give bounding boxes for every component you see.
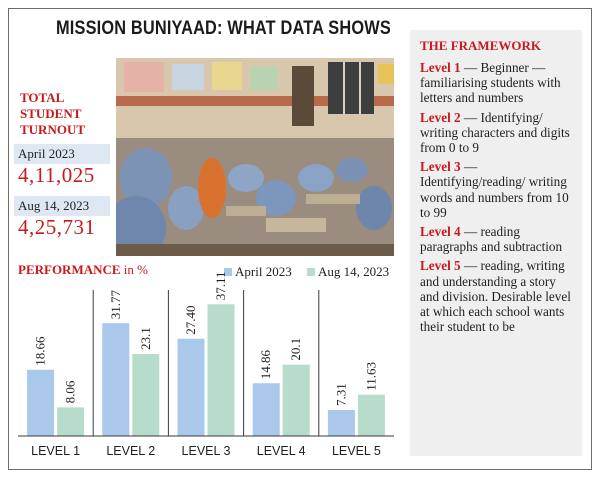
bar-april-level-1 xyxy=(27,370,54,436)
framework-level-text: — reading paragraphs and subtraction xyxy=(420,224,563,255)
aug-turnout-label: Aug 14, 2023 xyxy=(14,196,110,216)
bar-aug-level-2 xyxy=(132,354,159,436)
legend-aug-label: Aug 14, 2023 xyxy=(318,264,390,279)
turnout-title-line1: TOTAL xyxy=(20,90,65,105)
data-label-aug-level-3: 37.11 xyxy=(213,271,228,301)
data-label-aug-level-5: 11.63 xyxy=(363,361,379,391)
april-turnout-value: 4,11,025 xyxy=(18,163,95,187)
category-label-level-5: LEVEL 5 xyxy=(331,444,381,458)
chart-title-text: PERFORMANCE xyxy=(18,262,121,277)
april-turnout-label: April 2023 xyxy=(14,144,110,164)
chart-unit: in % xyxy=(120,262,148,277)
headline: MISSION BUNIYAAD: WHAT DATA SHOWS xyxy=(56,18,391,39)
framework-level-label: Level 1 xyxy=(420,60,461,75)
framework-level-label: Level 2 xyxy=(420,109,461,125)
data-label-april-level-3: 27.40 xyxy=(183,305,198,335)
framework-level-text: — Identifying/ writing characters and digits from 0 to 9 xyxy=(420,109,570,156)
data-label-april-level-2: 31.77 xyxy=(107,289,123,320)
turnout-title-line3: TURNOUT xyxy=(20,122,86,137)
data-label-april-level-1: 18.66 xyxy=(32,336,48,366)
framework-level-label: Level 3 xyxy=(420,159,461,175)
bar-aug-level-5 xyxy=(358,395,385,436)
bar-aug-level-1 xyxy=(57,407,84,436)
bar-april-level-3 xyxy=(178,339,205,436)
framework-level-text: — Beginner — familiarising students with letters and numbers xyxy=(420,60,561,106)
framework-level-label: Level 4 xyxy=(420,224,461,240)
bar-aug-level-3 xyxy=(208,304,235,436)
framework-title: THE FRAMEWORK xyxy=(420,38,541,53)
bar-april-level-2 xyxy=(102,323,129,436)
bar-april-level-5 xyxy=(328,410,355,436)
data-label-aug-level-1: 8.06 xyxy=(62,380,78,404)
legend-april-label: April 2023 xyxy=(235,264,292,279)
framework-level-text: — Identifying/reading/ writing words and numbers from 10 to 99 xyxy=(420,159,569,220)
category-label-level-4: LEVEL 4 xyxy=(256,444,306,458)
data-label-april-level-4: 14.86 xyxy=(258,349,274,380)
category-label-level-2: LEVEL 2 xyxy=(106,444,156,458)
bar-aug-level-4 xyxy=(283,365,310,436)
category-label-level-1: LEVEL 1 xyxy=(31,444,81,458)
data-label-aug-level-2: 23.1 xyxy=(137,327,153,350)
bar-april-level-4 xyxy=(253,383,280,436)
turnout-title-line2: STUDENT xyxy=(20,106,82,121)
category-label-level-3: LEVEL 3 xyxy=(181,444,231,458)
framework-level-text: — reading, writing and understanding a story and division. Desirable level at which each school wants their student to be xyxy=(420,258,571,335)
data-label-aug-level-4: 20.1 xyxy=(288,337,304,361)
framework-level-label: Level 5 xyxy=(420,258,461,274)
data-label-april-level-5: 7.31 xyxy=(333,383,349,407)
aug-turnout-value: 4,25,731 xyxy=(18,215,96,239)
